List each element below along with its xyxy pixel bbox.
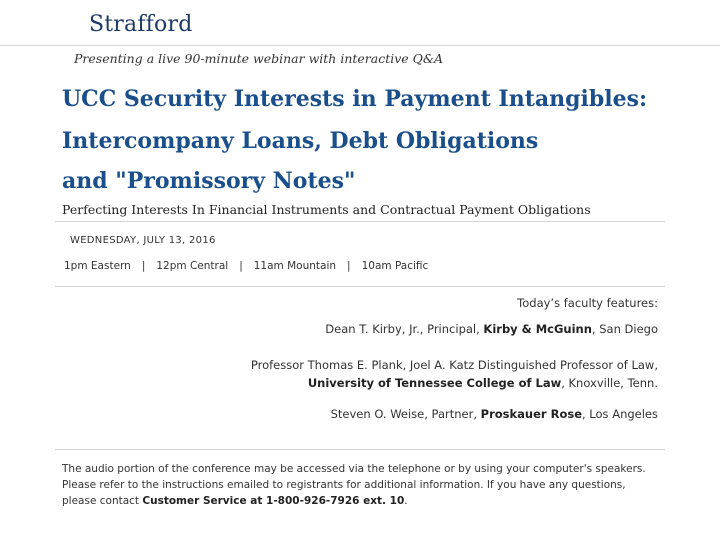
time-separator: |	[141, 260, 146, 272]
faculty-location: , Los Angeles	[582, 407, 658, 421]
faculty-member	[331, 405, 658, 423]
webinar-date: WEDNESDAY, JULY 13, 2016	[70, 235, 216, 246]
time-eastern: 1pm Eastern	[64, 260, 131, 272]
title-line-3: and "Promissory Notes"	[62, 168, 356, 194]
divider	[55, 221, 665, 222]
title-line-1: UCC Security Interests in Payment Intangibles:	[62, 86, 648, 112]
faculty-name: Professor Thomas E. Plank, Joel A. Katz Distinguished Professor of Law,	[250, 358, 658, 372]
customer-service-contact: Customer Service at 1-800-926-7926 ext. 10	[142, 495, 405, 507]
faculty-name: Steven O. Weise, Partner,	[330, 407, 481, 421]
audio-text: The audio portion of the conference may be accessed via the telephone or by using your computer's speakers. Please refer to the instructions emailed to registrants for additional information. If you have any questions, please contact	[62, 463, 646, 507]
header-divider	[0, 45, 720, 46]
tagline: Presenting a live 90-minute webinar with interactive Q&A	[74, 51, 444, 66]
faculty-location: , Knoxville, Tenn.	[561, 376, 658, 390]
time-pacific: 10am Pacific	[361, 260, 429, 272]
faculty-org: Proskauer Rose	[480, 407, 582, 421]
divider	[55, 286, 665, 287]
faculty-name: Dean T. Kirby, Jr., Principal,	[325, 322, 484, 336]
time-central: 12pm Central	[156, 260, 229, 272]
faculty-member	[251, 356, 658, 392]
title-line-2: Intercompany Loans, Debt Obligations	[62, 128, 539, 154]
faculty-org: University of Tennessee College of Law	[307, 376, 562, 390]
webinar-times	[64, 260, 428, 272]
faculty-location: , San Diego	[591, 322, 658, 336]
time-separator: |	[347, 260, 351, 272]
audio-end: .	[404, 495, 408, 507]
faculty-org: Kirby & McGuinn	[483, 322, 592, 336]
faculty-heading: Today’s faculty features:	[517, 296, 658, 310]
time-mountain: 11am Mountain	[253, 260, 337, 272]
footer-divider	[55, 449, 665, 450]
time-separator: |	[239, 260, 243, 272]
strafford-logo: Strafford	[89, 12, 193, 37]
subtitle: Perfecting Interests In Financial Instruments and Contractual Payment Obligations	[62, 202, 591, 217]
faculty-member	[325, 320, 658, 338]
audio-instructions	[62, 461, 662, 509]
